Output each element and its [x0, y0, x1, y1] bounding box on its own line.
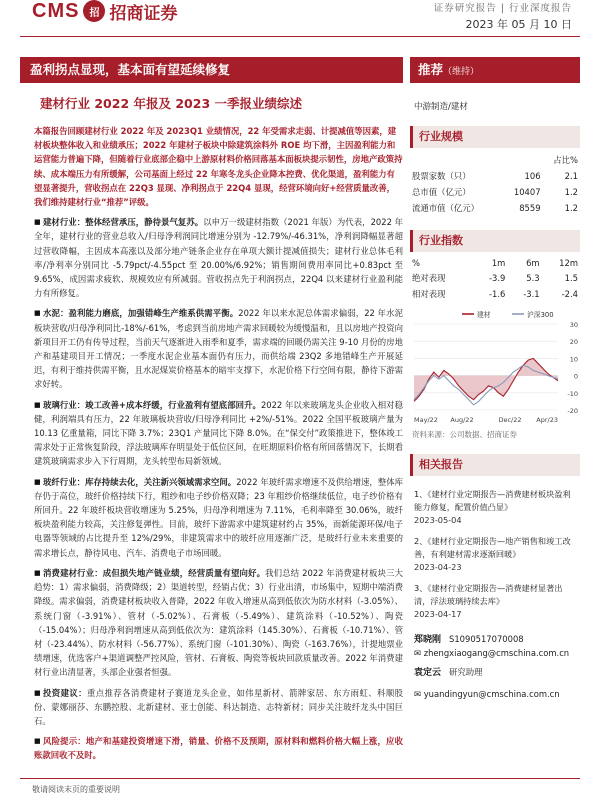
- bullet-cement: [20, 306, 403, 391]
- rating-label: 推荐: [418, 62, 444, 77]
- analyst-email[interactable]: yuandingyun@cmschina.com.cn: [423, 689, 560, 699]
- index-section-title: 行业指数: [410, 230, 580, 252]
- y-tick-label: -10: [567, 389, 578, 398]
- x-tick-label: Dec/22: [498, 416, 522, 424]
- bullet-text: 我们总结 2022 年消费建材板块三大趋势：1）需求偏弱，消费降级；2）渠道转型，经销占优；3）行业出清，市场集中，短期中端消费降级。需求偏弱，消费建材板块收入普降，2022 年收入增速从高到低依次为防水材料（-3.05%）、系统门窗（-3.91%）、管材（-5.02%）、石膏板（-5.49%）、建筑涂料（-10.52%）、陶瓷（-15.04%）；归母净利润增速从高到低依次为：建筑涂料（145.30%）、石膏板（-10.71%）、管材（-23.44%）、防水材料（-56.77%）、系统门窗（-101.30%）、陶瓷（-163.76%），计提地票业绩增速，优选客户+渠道调整严控风险，管材、石膏板、陶瓷等板块回款质量改善。2022 年消费建材行业出清显著，头部企业强者恒强。: [34, 567, 404, 678]
- bullet-title: 建材行业：整体经营承压，静待景气复苏。: [43, 217, 204, 228]
- email-icon: ✉: [414, 689, 422, 699]
- scale-table: [410, 152, 580, 216]
- x-tick-label: Aug/22: [450, 416, 474, 424]
- bullet-text: 2022 年以来玻璃龙头企业收入相对稳健，利润端具有压力，22 年玻璃板块营收/归母净利同比 +2%/-51%。2022 全国平板玻璃产量为 10.13 亿重量箱，同比下降 3.7%；23Q1 产量同比下降 8.0%。在“保交付”政策推进下，整体竣工需求处于正常恢复阶段，浮法玻璃库存明显处于低位区间，在旺期原料价格有所回落情况下，长期看建筑玻璃需求步入下行周期，龙头转型布局新领域。: [34, 399, 403, 467]
- index-value: -1.6: [488, 289, 506, 299]
- table-row: [410, 200, 580, 216]
- index-chart-svg: [410, 306, 580, 426]
- bullet-consumer-materials: [20, 566, 403, 680]
- list-item[interactable]: [414, 582, 576, 621]
- bullet-fiberglass: [20, 475, 403, 560]
- index-label: 绝对表现: [412, 273, 446, 283]
- rating-banner: [410, 57, 580, 83]
- footer-divider: [20, 778, 580, 779]
- bullet-text: 2022 年玻纤需求增速不及供给增速，整体库存仍于高位，玻纤价格持续下行，粗纱和电子纱价格双降；23 年粗纱价格继续低位，电子纱价格有所回升。22 年玻纤板块营收增速为 5.25%，归母净利增速为 7.11%，毛利率降至 30.06%，玻纤板块盈利能力较高，关注修复弹性。目前，玻纤下游需求中建筑建材约占 35%，而新能源环保/电子电器等领域的占比提升至 12%/29%，非建筑需求中的玻纤应用逐渐广泛，是玻纤行业未来重要的需求增长点，静待风电、汽车、消费电子市场回暖。: [34, 476, 403, 558]
- related-date: 2023-04-23: [414, 562, 462, 572]
- bullet-text: 2022 年以来水泥总体需求偏弱，22 年水泥板块营收/归母净利同比-18%/-61%，考虑到当前房地产需求回暖较为缓慢温和，且以房地产投资向新项目开工仍有传导过程，当前天气逐渐进入雨季和夏季，需求端的回暖仍需关注 9-10 月份的房地产和基建项目开工情况；一季度水泥企业基本面仍有压力，而供给端 23Q2 多地错峰生产开展延迟，有利于维持供需平衡，且水泥煤炭价格基本的暗牢支撑下，水泥价格下行空间有限，静待下游需求好转。: [34, 308, 403, 390]
- bullet-investment: [20, 686, 403, 729]
- index-label: 相对表现: [412, 289, 446, 299]
- bullet-glass: [20, 398, 403, 469]
- analyst-name: 袁定云: [414, 668, 442, 678]
- analyst-email[interactable]: zhengxiaogang@cmschina.com.cn: [423, 648, 570, 658]
- table-row: [410, 270, 580, 286]
- related-date: 2023-05-04: [414, 515, 462, 525]
- scale-pct: 1.2: [564, 203, 578, 213]
- related-title[interactable]: 2、《建材行业定期报告—地产销售和竣工改善，有利建材需求逐渐回暖》: [414, 536, 571, 559]
- report-type: 证券研究报告 | 行业深度报告: [433, 3, 572, 14]
- page-header: [0, 0, 600, 30]
- index-chart: [410, 306, 580, 429]
- risk-text: 风险提示：地产和基建投资增速下滑，销量、价格不及预期，原材料和燃料价格大幅上涨，应收账款回收不及时。: [34, 736, 403, 761]
- bullet-text: 以申万一级建材指数（2021 年版）为代表，2022 年全年，建材行业的营业总收入/归母净利润同比增速分别为 -12.79%/-46.31%，净利润降幅显著超过营收降幅，主因成本高涨以及部分地产链条企业存在单项大额计提减值损失；建材行业总体毛利率/净利率分别同比 -5.79pct/-4.55pct 至 20.00%/6.92%；销售期间费用率同比+0.83pct 至 9.65%，成因需求疲软、规模效应有所减弱。营收拐点先于利润拐点，22Q4 以来建材行业盈利能力有所修复。: [34, 217, 404, 299]
- bullet-title: 玻璃行业：竣工改善+成本纾缓，行业盈利有望底部回升。: [43, 399, 261, 410]
- index-header: 12m: [559, 258, 578, 268]
- table-row: [410, 184, 580, 200]
- scale-value: 8559: [519, 203, 541, 213]
- index-value: -2.4: [561, 289, 578, 299]
- scale-col-header: 占比%: [553, 155, 578, 165]
- header-meta: [434, 0, 572, 32]
- y-tick-label: 0: [573, 372, 578, 381]
- index-value: -3.1: [523, 289, 540, 299]
- x-tick-label: Apr/23: [536, 416, 558, 424]
- y-tick-label: 20: [569, 338, 578, 347]
- y-tick-label: 30: [569, 321, 578, 329]
- analyst-role: 研究助理: [449, 667, 483, 677]
- scale-pct: 1.2: [564, 187, 578, 197]
- related-section-title: 相关报告: [410, 454, 580, 476]
- index-value: 5.3: [526, 273, 540, 283]
- bullet-title: 水泥：盈利能力磨底，加强错峰生产维系供需平衡。: [43, 308, 239, 319]
- logo-cn-text: 招商证券: [109, 3, 178, 24]
- series-area-jiancai: [414, 358, 558, 401]
- index-header: %: [412, 258, 420, 268]
- bullet-industry: [20, 215, 403, 300]
- scale-label: 流通市值（亿元）: [412, 203, 479, 213]
- table-row: [410, 286, 580, 302]
- index-header: 6m: [526, 258, 540, 268]
- x-tick-label: May/22: [414, 416, 438, 424]
- report-title: 建材行业 2022 年报及 2023 一季报业绩综述: [40, 96, 302, 111]
- analyst-name: 郑晓刚: [414, 635, 442, 645]
- related-title[interactable]: 1、《建材行业定期报告—消费建材板块盈利能力修复，配置价值凸显》: [414, 489, 571, 512]
- rating-note: （维持）: [443, 67, 480, 77]
- main-column: [20, 88, 403, 763]
- index-header: 1m: [491, 258, 506, 268]
- legend-label: 沪深300: [527, 311, 554, 319]
- list-item[interactable]: [414, 535, 576, 574]
- scale-pct: 2.1: [564, 171, 578, 181]
- bullet-risk: [20, 734, 403, 762]
- bullet-title: 玻纤行业：库存持续去化，关注新兴领域需求空间。: [43, 476, 237, 487]
- email-icon: ✉: [414, 648, 422, 658]
- industry-label: 中游制造/建材: [414, 102, 468, 112]
- scale-value: 106: [524, 171, 541, 181]
- report-date: 2023 年 05 月 10 日: [465, 18, 572, 31]
- list-item[interactable]: [414, 488, 576, 527]
- index-table: [410, 256, 580, 302]
- bullet-text: 重点推荐各消费建材子赛道龙头企业，如伟星新材、箭牌家居、东方雨虹、科顺股份、蒙娜丽莎、东鹏控股、北新建材、亚士创能、科达制造、志特新材；同步关注玻纤龙头中国巨石。: [34, 687, 403, 726]
- legend-label: 建材: [477, 311, 491, 319]
- analyst-block: [410, 633, 580, 701]
- related-title[interactable]: 3、《建材行业定期报告—消费建材显著出清，浮法玻璃持续去库》: [414, 583, 563, 606]
- bullet-title: 消费建材行业：成但损失地产链业绩，经营质量有望向好。: [43, 567, 266, 578]
- headline-banner: 盈利拐点显现，基本面有望延续修复: [20, 57, 403, 83]
- scale-section-title: 行业规模: [410, 126, 580, 148]
- y-tick-label: 10: [569, 355, 578, 364]
- index-value: -3.9: [488, 273, 506, 283]
- related-date: 2023-04-17: [414, 609, 462, 619]
- logo-badge-icon: 招: [83, 0, 105, 22]
- report-summary: 本篇报告回顾建材行业 2022 年及 2023Q1 业绩情况，22 年受需求走弱、计提减值等因素，建材板块整体收入和业绩承压；2022 年建材子板块中除建筑涂料外 ROE 均下滑，主因盈利能力和运营能力普遍下降，但随着行业底部企稳中上游原材料价格回落基本面板块提示韧性，房地产政策持续、成本端压力有所缓解，公司基面上经过 22 年寒冬龙头企业降本控费、优化渠道，盈利能力有望显著提升，营收拐点在 22Q3 显现、净利拐点于 22Q4 显现，经营环境向好+经营质量改善，我们维持建材行业“推荐”评级。: [34, 126, 403, 208]
- scale-value: 10407: [513, 187, 541, 197]
- header-divider: [20, 36, 580, 37]
- logo-cms-text: CMS: [32, 0, 80, 22]
- scale-label: 总市值（亿元）: [412, 187, 471, 197]
- scale-label: 股票家数（只）: [412, 171, 471, 181]
- index-value: 1.5: [564, 273, 578, 283]
- y-tick-label: -20: [567, 407, 578, 415]
- chart-source: 资料来源：公司数据、招商证券: [412, 430, 517, 439]
- footer-note: 敬请阅读末页的重要说明: [32, 785, 120, 794]
- company-logo: [32, 0, 177, 22]
- table-row: [410, 168, 580, 184]
- side-column: [410, 88, 580, 701]
- bullet-title: 投资建议：: [43, 687, 87, 698]
- related-list: [410, 476, 580, 621]
- analyst-id: S1090517070008: [449, 634, 524, 644]
